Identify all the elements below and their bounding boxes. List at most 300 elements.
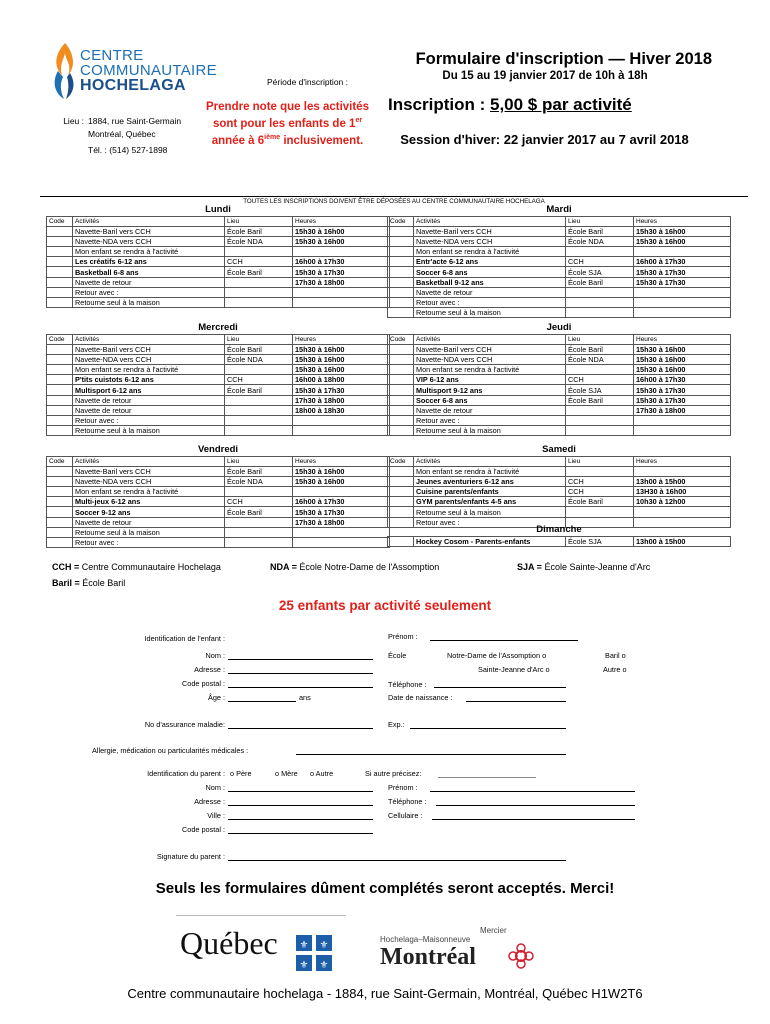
lieu-cell: École Baril [225, 267, 293, 277]
heures-cell: 17h30 à 18h00 [293, 395, 390, 405]
lieu-cell: CCH [225, 497, 293, 507]
schedule-row [47, 226, 390, 236]
code-cell[interactable] [388, 226, 414, 236]
lieu-cell: École Baril [566, 226, 634, 236]
activity-cell: Retour avec : [414, 298, 566, 308]
heures-cell [634, 426, 731, 436]
activity-cell: Retourne seul à la maison [73, 527, 225, 537]
lieu-cell: École Baril [225, 344, 293, 354]
code-cell[interactable] [47, 405, 73, 415]
schedule-row [47, 354, 390, 364]
lieu-cell: École SJA [566, 536, 634, 546]
schedule-row [388, 536, 731, 546]
activity-cell: Navette-NDA vers CCH [414, 236, 566, 246]
col-code: Code [47, 334, 73, 344]
schedule-row [47, 416, 390, 426]
schedule-row [388, 344, 731, 354]
lieu-cell [566, 287, 634, 297]
code-cell[interactable] [47, 466, 73, 476]
nom-label: Nom : [205, 651, 225, 660]
code-cell[interactable] [388, 247, 414, 257]
col-heures: Heures [634, 216, 731, 226]
col-code: Code [47, 216, 73, 226]
lieu-cell [566, 365, 634, 375]
heures-cell: 13h00 à 15h00 [634, 536, 731, 546]
lieu-cell [225, 538, 293, 548]
schedule-row [47, 497, 390, 507]
exp-field[interactable] [410, 728, 566, 729]
heures-cell [634, 308, 731, 318]
activity-cell: Retourne seul à la maison [414, 426, 566, 436]
notice-b: année à 6 [211, 134, 265, 147]
activity-cell: GYM parents/enfants 4-5 ans [414, 497, 566, 507]
activity-cell: Navette-Baril vers CCH [73, 226, 225, 236]
activity-cell: Multisport 9-12 ans [414, 385, 566, 395]
col-lieu: Lieu [225, 456, 293, 466]
cellulaire-field[interactable] [432, 819, 635, 820]
schedule-row [388, 226, 731, 236]
signature-field[interactable] [228, 860, 566, 861]
schedule-row [47, 277, 390, 287]
limit-notice: 25 enfants par activité seulement [278, 598, 492, 613]
lieu-cell: École NDA [225, 476, 293, 486]
code-cell[interactable] [47, 236, 73, 246]
legend-sja [517, 562, 650, 572]
autre-option[interactable]: o Autre [310, 769, 334, 778]
heures-cell [293, 527, 390, 537]
activity-cell: Navette-NDA vers CCH [73, 236, 225, 246]
closing-notice: Seuls les formulaires dûment complétés seront acceptés. Merci! [155, 880, 615, 897]
cellulaire-label: Cellulaire : [388, 811, 423, 820]
heures-cell [293, 247, 390, 257]
pere-option[interactable]: o Père [230, 769, 252, 778]
schedule-row [47, 538, 390, 548]
legend-cch [52, 562, 221, 572]
periode-label: Période d'inscription : [267, 77, 348, 87]
col-lieu: Lieu [566, 456, 634, 466]
code-cell[interactable] [47, 354, 73, 364]
address-line2: Montréal, Québec [88, 129, 156, 139]
col-activites: Activités [73, 216, 225, 226]
schedule-row [388, 247, 731, 257]
prenom-field[interactable] [430, 640, 578, 641]
code-cell[interactable] [388, 405, 414, 415]
schedule-row [388, 395, 731, 405]
heures-cell: 15h30 à 16h00 [634, 344, 731, 354]
heures-cell [293, 416, 390, 426]
heures-cell: 15h30 à 17h30 [634, 267, 731, 277]
lieu-cell: École SJA [566, 385, 634, 395]
heures-cell: 13h00 à 15h00 [634, 476, 731, 486]
heures-cell: 15h30 à 16h00 [634, 365, 731, 375]
allergie-field[interactable] [296, 754, 566, 755]
col-code: Code [47, 456, 73, 466]
activity-cell: VIP 6-12 ans [414, 375, 566, 385]
parent-adresse-field[interactable] [228, 805, 373, 806]
assurance-label: No d'assurance maladie: [144, 720, 225, 729]
schedule-row [47, 365, 390, 375]
ans-label: ans [299, 693, 311, 702]
schedule-row [388, 287, 731, 297]
day-title: Dimanche [388, 524, 731, 536]
schedule-row [388, 277, 731, 287]
legend-sja-value: École Sainte-Jeanne d'Arc [544, 562, 651, 572]
session-dates: Session d'hiver: 22 janvier 2017 au 7 avril 2018 [400, 132, 689, 147]
legend-baril-key: Baril = [52, 578, 83, 588]
schedule-row [47, 466, 390, 476]
code-cell[interactable] [388, 416, 414, 426]
lieu-cell: CCH [566, 257, 634, 267]
code-cell[interactable] [388, 298, 414, 308]
code-cell[interactable] [47, 395, 73, 405]
exp-label: Exp.: [388, 720, 405, 729]
parent-nom-label: Nom : [205, 783, 225, 792]
schedule-row [47, 287, 390, 297]
age-field[interactable] [228, 701, 296, 702]
logo-line3: HOCHELAGA [80, 77, 186, 94]
code-cell[interactable] [47, 507, 73, 517]
schedule-row [388, 385, 731, 395]
activity-cell: Retour avec : [73, 287, 225, 297]
code-cell[interactable] [388, 487, 414, 497]
code-cell[interactable] [47, 365, 73, 375]
activity-cell: P'tits cuistots 6-12 ans [73, 375, 225, 385]
lieu-cell [225, 365, 293, 375]
col-heures: Heures [293, 216, 390, 226]
ecole-autre-option[interactable]: Autre o [603, 665, 627, 674]
svg-text:⚜: ⚜ [299, 960, 309, 971]
legend-nda-value: École Notre-Dame de l'Assomption [299, 562, 440, 572]
assurance-field[interactable] [228, 728, 373, 729]
ville-field[interactable] [228, 819, 373, 820]
activity-cell: Retourne seul à la maison [73, 426, 225, 436]
activity-cell: Mon enfant se rendra à l'activité [414, 247, 566, 257]
heures-cell [293, 487, 390, 497]
naissance-field[interactable] [466, 701, 566, 702]
si-autre-field[interactable] [438, 777, 536, 778]
code-cell[interactable] [388, 277, 414, 287]
activity-cell: Navette de retour [414, 405, 566, 415]
heures-cell: 15h30 à 16h00 [634, 236, 731, 246]
lieu-cell [566, 308, 634, 318]
mtl-small2: Hochelaga–Maisonneuve [380, 935, 471, 944]
activity-cell: Navette de retour [73, 277, 225, 287]
heures-cell [293, 426, 390, 436]
legend-baril [52, 578, 125, 588]
legend-nda-key: NDA = [270, 562, 300, 572]
schedule-row [47, 527, 390, 537]
schedule-row [47, 385, 390, 395]
telephone-label: Téléphone : [388, 680, 427, 689]
telephone-field[interactable] [434, 687, 566, 688]
col-activites: Activités [414, 334, 566, 344]
lieu-cell: École Baril [225, 385, 293, 395]
code-cell[interactable] [388, 385, 414, 395]
col-heures: Heures [293, 334, 390, 344]
periode-dates: Du 15 au 19 janvier 2017 de 10h à 18h [442, 70, 648, 82]
schedule-row [388, 405, 731, 415]
schedule-row [47, 405, 390, 415]
parent-prenom-field[interactable] [430, 791, 635, 792]
lieu-cell [225, 517, 293, 527]
schedule-row [47, 375, 390, 385]
code-cell[interactable] [47, 527, 73, 537]
schedule-row [388, 267, 731, 277]
day-title: Jeudi [388, 322, 731, 334]
ecole-nda-option[interactable]: Notre-Dame de l'Assomption o [447, 651, 547, 660]
code-cell[interactable] [388, 375, 414, 385]
day-title: Mardi [388, 204, 731, 216]
mere-option[interactable]: o Mère [275, 769, 298, 778]
schedule-row [388, 257, 731, 267]
code-cell[interactable] [47, 538, 73, 548]
activity-cell: Entr'acte 6-12 ans [414, 257, 566, 267]
age-label: Âge : [207, 693, 225, 702]
day-title: Lundi [47, 204, 390, 216]
code-cell[interactable] [388, 497, 414, 507]
schedule-mercredi [46, 322, 390, 436]
code-cell[interactable] [47, 385, 73, 395]
footer-address: Centre communautaire hochelaga - 1884, rue Saint-Germain, Montréal, Québec H1W2T6 [127, 986, 643, 1001]
parent-nom-field[interactable] [228, 791, 373, 792]
code-cell[interactable] [47, 476, 73, 486]
heures-cell: 15h30 à 17h30 [293, 267, 390, 277]
activity-cell: Soccer 6-8 ans [414, 395, 566, 405]
lieu-cell: École SJA [566, 267, 634, 277]
schedule-row [47, 507, 390, 517]
heures-cell: 15h30 à 16h00 [293, 344, 390, 354]
activity-cell: Navette-NDA vers CCH [73, 476, 225, 486]
logo-line2: COMMUNAUTAIRE [80, 62, 217, 79]
code-cell[interactable] [388, 267, 414, 277]
price-line [388, 95, 632, 115]
heures-cell: 15h30 à 16h00 [293, 476, 390, 486]
ecole-sja-option[interactable]: Sainte-Jeanne d'Arc o [478, 665, 550, 674]
activity-cell: Retourne seul à la maison [414, 507, 566, 517]
parent-telephone-label: Téléphone : [388, 797, 427, 806]
activity-cell: Mon enfant se rendra à l'activité [414, 466, 566, 476]
address-line1: 1884, rue Saint-Germain [88, 116, 182, 126]
logo-text [80, 48, 217, 93]
code-cell[interactable] [388, 344, 414, 354]
activity-cell: Mon enfant se rendra à l'activité [73, 247, 225, 257]
code-cell[interactable] [47, 277, 73, 287]
parent-code-postal-field[interactable] [228, 833, 373, 834]
code-cell[interactable] [47, 517, 73, 527]
ecole-baril-option[interactable]: Baril o [605, 651, 626, 660]
lieu-cell: École Baril [566, 497, 634, 507]
price-value: 5,00 $ par activité [490, 95, 632, 114]
code-cell[interactable] [47, 298, 73, 308]
code-cell[interactable] [388, 308, 414, 318]
schedule-lundi [46, 204, 390, 308]
code-postal-label: Code postal : [182, 679, 225, 688]
adresse-field[interactable] [228, 673, 373, 674]
lieu-cell: École Baril [225, 507, 293, 517]
price-label: Inscription : [388, 95, 490, 114]
activity-cell: Soccer 9-12 ans [73, 507, 225, 517]
legend-sja-key: SJA = [517, 562, 545, 572]
lieu-cell: École Baril [225, 226, 293, 236]
activity-cell: Retour avec : [73, 416, 225, 426]
heures-cell: 16h00 à 17h30 [293, 497, 390, 507]
code-cell[interactable] [47, 426, 73, 436]
activity-cell: Navette-Baril vers CCH [414, 344, 566, 354]
day-title: Vendredi [47, 444, 390, 456]
activity-cell: Soccer 6-8 ans [414, 267, 566, 277]
parent-code-postal-label: Code postal : [182, 825, 225, 834]
code-cell[interactable] [47, 226, 73, 236]
heures-cell [293, 538, 390, 548]
heures-cell: 15h30 à 16h00 [293, 354, 390, 364]
code-cell[interactable] [388, 466, 414, 476]
prenom-label: Prénom : [388, 632, 418, 641]
activity-cell: Cuisine parents/enfants [414, 487, 566, 497]
si-autre-label: Si autre précisez: [365, 769, 422, 778]
activity-cell: Navette de retour [73, 517, 225, 527]
day-title: Samedi [388, 444, 731, 456]
heures-cell: 17h30 à 18h00 [293, 517, 390, 527]
code-cell[interactable] [47, 247, 73, 257]
activity-cell: Retourne seul à la maison [414, 308, 566, 318]
code-cell[interactable] [47, 287, 73, 297]
code-cell[interactable] [388, 257, 414, 267]
heures-cell [634, 247, 731, 257]
schedule-row [47, 426, 390, 436]
lieu-cell: École Baril [566, 277, 634, 287]
col-heures: Heures [634, 334, 731, 344]
id-parent-label: Identification du parent : [147, 769, 225, 778]
schedule-dimanche [387, 524, 731, 547]
code-cell[interactable] [47, 257, 73, 267]
heures-cell: 15h30 à 16h00 [293, 236, 390, 246]
tel-value: (514) 527-1898 [109, 145, 168, 155]
activity-cell: Basketball 6-8 ans [73, 267, 225, 277]
id-enfant-label: Identification de l'enfant : [144, 634, 225, 643]
schedule-row [388, 365, 731, 375]
col-heures: Heures [293, 456, 390, 466]
legend-cch-value: Centre Communautaire Hochelaga [81, 562, 221, 572]
ecole-label: École [388, 651, 407, 660]
heures-cell: 15h30 à 17h30 [634, 277, 731, 287]
code-cell[interactable] [47, 487, 73, 497]
code-cell[interactable] [47, 375, 73, 385]
col-lieu: Lieu [225, 334, 293, 344]
code-postal-field[interactable] [228, 687, 373, 688]
activity-cell: Navette de retour [73, 395, 225, 405]
schedule-row [388, 236, 731, 246]
schedule-row [388, 497, 731, 507]
heures-cell: 17h30 à 18h00 [634, 405, 731, 415]
schedule-row [388, 416, 731, 426]
code-cell[interactable] [388, 354, 414, 364]
allergie-label: Allergie, médication ou particularités médicales : [92, 746, 249, 755]
activity-cell: Retour avec : [414, 416, 566, 426]
activity-cell: Basketball 9-12 ans [414, 277, 566, 287]
heures-cell [293, 287, 390, 297]
lieu-cell [225, 527, 293, 537]
lieu-cell: École Baril [566, 395, 634, 405]
col-lieu: Lieu [566, 334, 634, 344]
notice-sup2: ième [264, 133, 281, 141]
code-cell[interactable] [47, 344, 73, 354]
heures-cell [634, 416, 731, 426]
notice-c: inclusivement. [280, 134, 364, 147]
activity-cell: Retourne seul à la maison [73, 298, 225, 308]
code-cell[interactable] [47, 416, 73, 426]
legend-cch-key: CCH = [52, 562, 82, 572]
code-cell[interactable] [47, 497, 73, 507]
lieu-cell: École Baril [225, 466, 293, 476]
code-cell[interactable] [388, 426, 414, 436]
lieu-cell [566, 507, 634, 517]
lieu-cell: École Baril [566, 344, 634, 354]
schedule-samedi [387, 444, 731, 528]
heures-cell: 15h30 à 16h00 [293, 466, 390, 476]
code-cell[interactable] [388, 287, 414, 297]
code-cell[interactable] [388, 236, 414, 246]
schedule-row [47, 517, 390, 527]
schedule-vendredi [46, 444, 390, 548]
col-heures: Heures [634, 456, 731, 466]
activity-cell: Multisport 6-12 ans [73, 385, 225, 395]
heures-cell: 15h30 à 17h30 [293, 507, 390, 517]
logo-line1: CENTRE [80, 47, 144, 64]
code-cell[interactable] [388, 536, 414, 546]
code-cell[interactable] [388, 476, 414, 486]
age-notice [205, 100, 370, 148]
legend-baril-value: École Baril [82, 578, 126, 588]
code-cell[interactable] [47, 267, 73, 277]
col-activites: Activités [73, 456, 225, 466]
heures-cell: 16h00 à 17h30 [634, 257, 731, 267]
schedule-row [47, 487, 390, 497]
nom-field[interactable] [228, 659, 373, 660]
activity-cell: Mon enfant se rendra à l'activité [73, 487, 225, 497]
lieu-cell: École NDA [225, 236, 293, 246]
quebec-flag-icon [296, 935, 332, 971]
code-cell[interactable] [388, 365, 414, 375]
col-code: Code [388, 456, 414, 466]
col-lieu: Lieu [225, 216, 293, 226]
schedule-row [47, 257, 390, 267]
activity-cell: Les créatifs 6-12 ans [73, 257, 225, 267]
activity-cell: Mon enfant se rendra à l'activité [414, 365, 566, 375]
heures-cell: 10h30 à 12h00 [634, 497, 731, 507]
activity-cell: Retour avec : [73, 538, 225, 548]
divider [176, 915, 346, 916]
heures-cell: 16h00 à 18h00 [293, 375, 390, 385]
adresse-label: Adresse : [194, 665, 225, 674]
schedule-row [388, 487, 731, 497]
schedule-row [388, 354, 731, 364]
col-activites: Activités [414, 456, 566, 466]
lieu-cell [225, 277, 293, 287]
heures-cell: 15h30 à 16h00 [293, 365, 390, 375]
heures-cell: 15h30 à 17h30 [293, 385, 390, 395]
heures-cell [293, 298, 390, 308]
heures-cell [634, 507, 731, 517]
col-code: Code [388, 334, 414, 344]
heures-cell [634, 466, 731, 476]
schedule-row [47, 344, 390, 354]
parent-telephone-field[interactable] [436, 805, 635, 806]
code-cell[interactable] [388, 507, 414, 517]
ville-label: Ville : [207, 811, 225, 820]
code-cell[interactable] [388, 395, 414, 405]
activity-cell: Navette de retour [414, 287, 566, 297]
lieu-cell [566, 247, 634, 257]
